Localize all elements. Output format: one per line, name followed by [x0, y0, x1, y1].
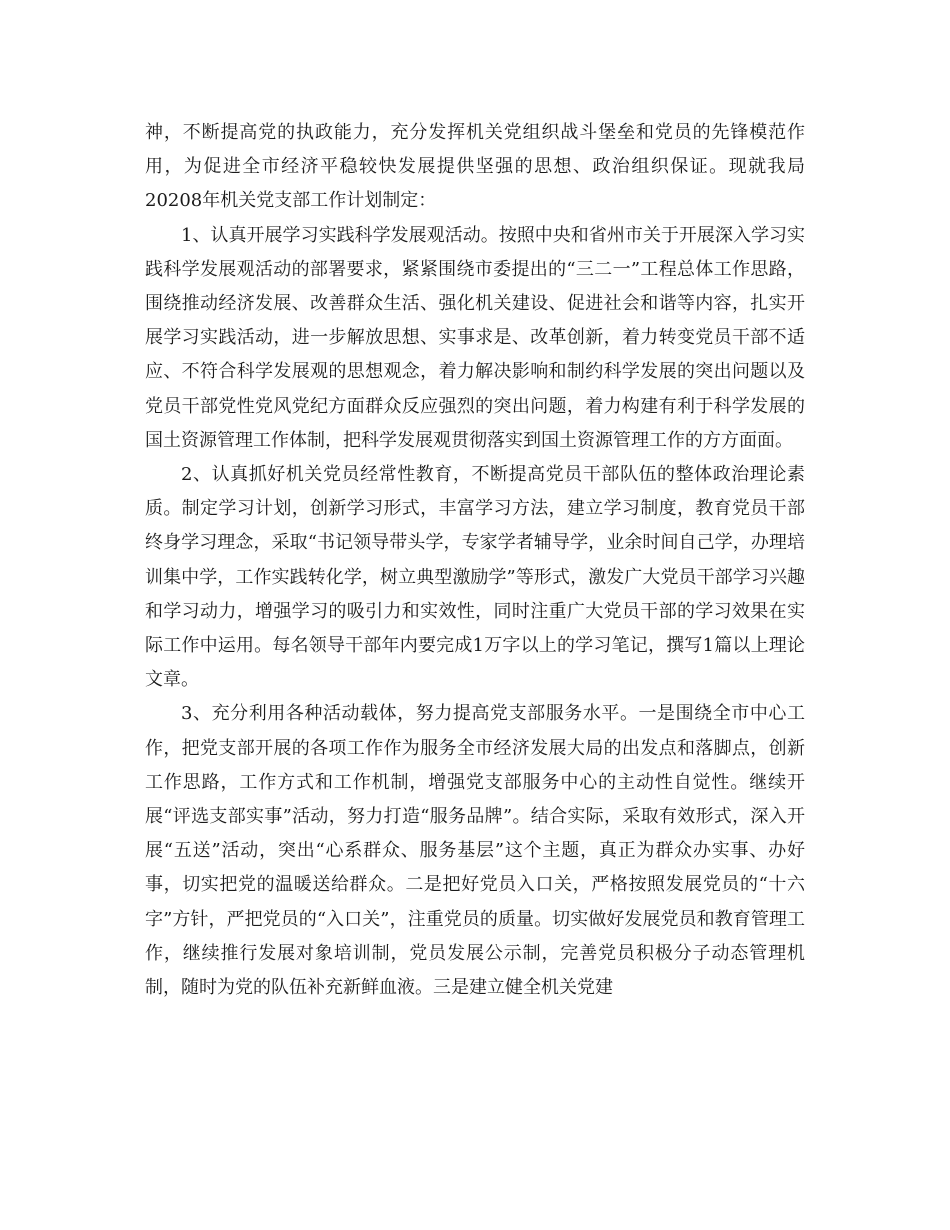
paragraph-item-3: 3、充分利用各种活动载体，努力提高党支部服务水平。一是围绕全市中心工作，把党支部开展的各项工作作为服务全市经济发展大局的出发点和落脚点，创新工作思路，工作方式和工作机制，增强党支部服务中心的主动性自觉性。继续开展“评选支部实事”活动，努力打造“服务品牌”。结合实际，采取有效形式，深入开展“五送”活动，突出“心系群众、服务基层”这个主题，真正为群众办实事、办好事，切实把党的温暖送给群众。二是把好党员入口关，严格按照发展党员的“十六字”方针，严把党员的“入口关”，注重党员的质量。切实做好发展党员和教育管理工作，继续推行发展对象培训制，党员发展公示制，完善党员积极分子动态管理机制，随时为党的队伍补充新鲜血液。三是建立健全机关党建 — [145, 703, 805, 999]
document-body — [145, 116, 805, 1005]
paragraph-item-1: 1、认真开展学习实践科学发展观活动。按照中央和省州市关于开展深入学习实践科学发展观活动的部署要求，紧紧围绕市委提出的“三二一”工程总体工作思路，围绕推动经济发展、改善群众生活、强化机关建设、促进社会和谐等内容，扎实开展学习实践活动，进一步解放思想、实事求是、改革创新，着力转变党员干部不适应、不符合科学发展观的思想观念，着力解决影响和制约科学发展的突出问题以及党员干部党性党风党纪方面群众反应强烈的突出问题，着力构建有利于科学发展的国土资源管理工作体制，把科学发展观贯彻落实到国土资源管理工作的方方面面。 — [145, 224, 805, 451]
paragraph-item-2: 2、认真抓好机关党员经常性教育，不断提高党员干部队伍的整体政治理论素质。制定学习计划，创新学习形式，丰富学习方法，建立学习制度，教育党员干部终身学习理念，采取“书记领导带头学，专家学者辅导学，业余时间自己学，办理培训集中学，工作实践转化学，树立典型激励学”等形式，激发广大党员干部学习兴趣和学习动力，增强学习的吸引力和实效性，同时注重广大党员干部的学习效果在实际工作中运用。每名领导干部年内要完成1万字以上的学习笔记，撰写1篇以上理论文章。 — [145, 464, 805, 691]
paragraph-intro-continuation: 神，不断提高党的执政能力，充分发挥机关党组织战斗堡垒和党员的先锋模范作用，为促进全市经济平稳较快发展提供坚强的思想、政治组织保证。现就我局20208年机关党支部工作计划制定： — [145, 122, 805, 212]
